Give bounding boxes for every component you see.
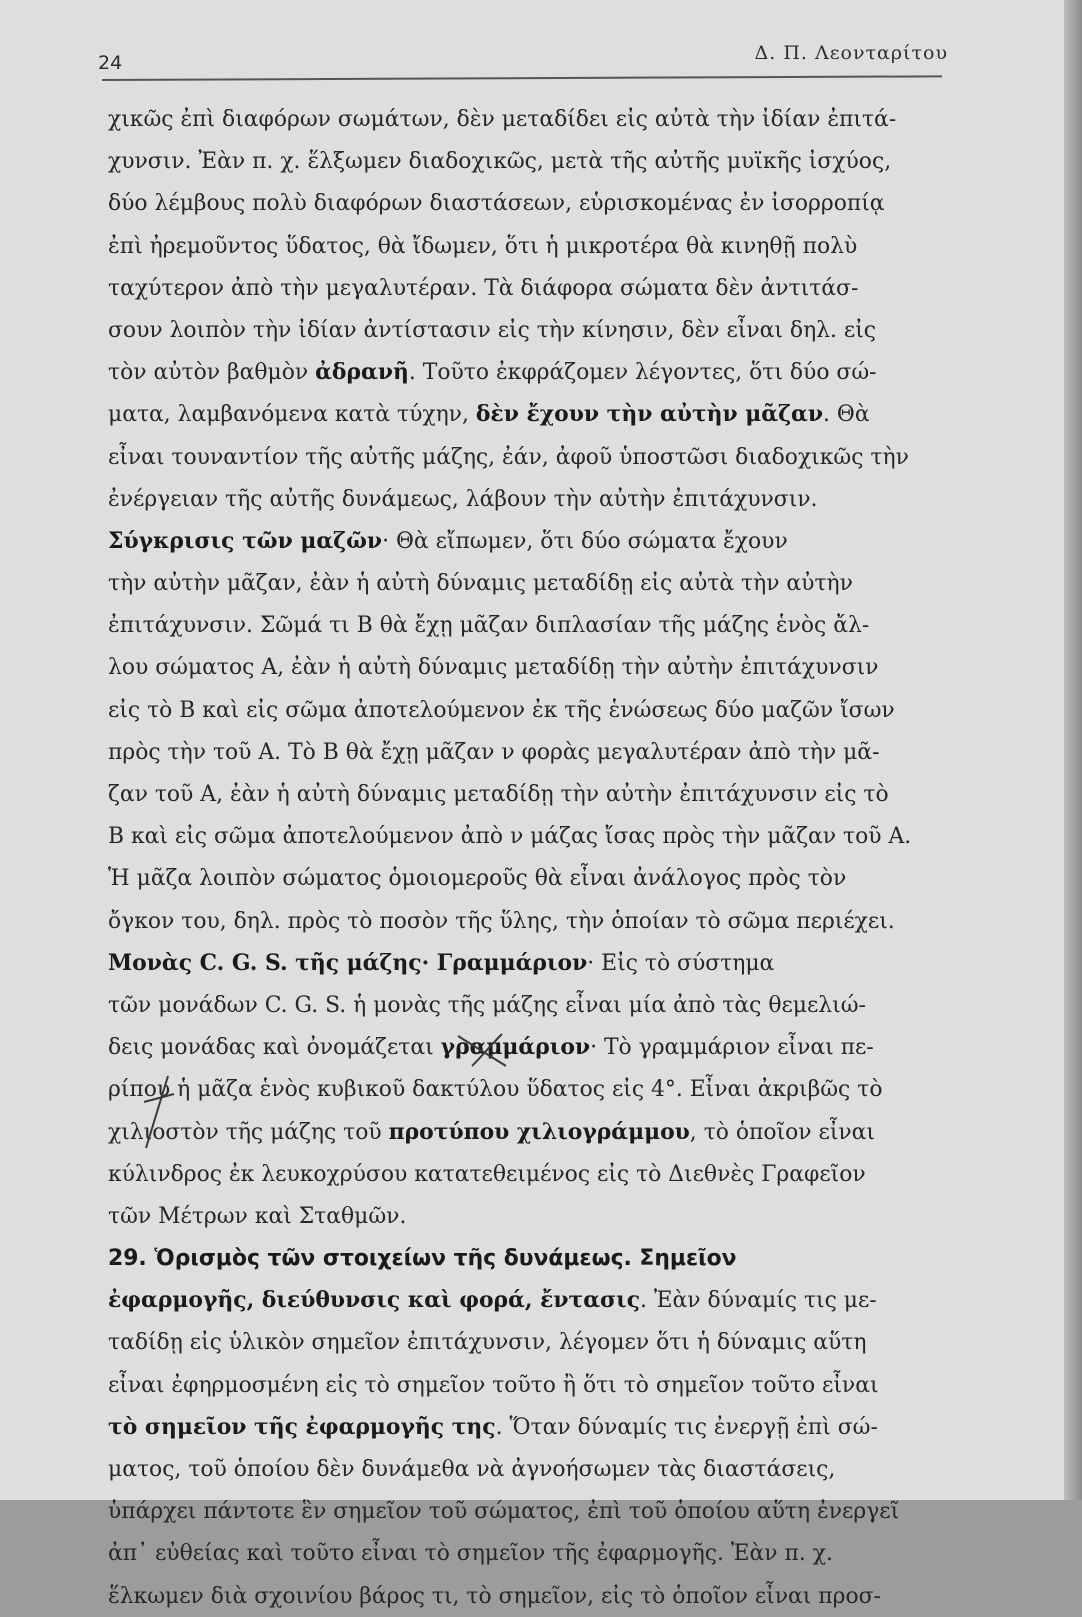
bold-term: γραμμάριον — [440, 1034, 591, 1061]
text-line — [108, 140, 943, 182]
text-line — [108, 436, 943, 478]
text-run: Ἡ μᾶζα λοιπὸν σώματος ὁμοιομεροῦς θὰ εἶναι ἀνάλογος πρὸς τὸν — [108, 865, 847, 892]
page-edge — [1064, 0, 1082, 1500]
text-line — [108, 1406, 943, 1448]
text-line — [108, 1068, 943, 1110]
text-run: ὑπάρχει πάντοτε ἓν σημεῖον τοῦ σώματος, ἐπὶ τοῦ ὁποίου αὕτη ἐνεργεῖ — [108, 1498, 900, 1525]
text-line — [108, 1026, 943, 1068]
text-line — [108, 393, 943, 435]
text-run: ταδίδῃ εἰς ὑλικὸν σημεῖον ἐπιτάχυνσιν, λέγομεν ὅτι ἡ δύναμις αὕτη — [108, 1329, 867, 1356]
text-run: ζαν τοῦ Α, ἐὰν ἡ αὐτὴ δύναμις μεταδίδῃ τὴν αὐτὴν ἐπιτάχυνσιν εἰς τὸ — [108, 781, 889, 807]
text-run: Β καὶ εἰς σῶμα ἀποτελούμενον ἀπὸ ν μάζας ἴσας πρὸς τὴν μᾶζαν τοῦ Α. — [108, 823, 912, 850]
text-run: ἐπιτάχυνσιν. Σῶμά τι Β θὰ ἔχῃ μᾶζαν διπλασίαν τῆς μάζης ἑνὸς ἄλ- — [108, 612, 870, 639]
text-run: ρίπου ἡ μᾶζα ἑνὸς κυβικοῦ δακτύλου ὕδατος εἰς 4°. Εἶναι ἀκριβῶς τὸ — [108, 1076, 883, 1103]
text-line — [108, 1532, 943, 1574]
text-run: . Ἐὰν δύναμίς τις με- — [640, 1287, 877, 1314]
text-line — [108, 1153, 943, 1195]
text-run: . Θὰ — [823, 401, 870, 428]
text-run: · Τὸ γραμμάριον εἶναι πε- — [590, 1034, 874, 1061]
text-run: εἰς τὸ Β καὶ εἰς σῶμα ἀποτελούμενον ἐκ τῆς ἑνώσεως δύο μαζῶν ἴσων — [108, 696, 895, 723]
bold-term: Μονὰς C. G. S. τῆς μάζης· Γραμμάριον — [108, 949, 588, 976]
text-run: τὴν αὐτὴν μᾶζαν, ἐὰν ἡ αὐτὴ δύναμις μεταδίδῃ εἰς αὐτὰ τὴν αὐτὴν — [108, 570, 853, 597]
pen-x-mark-icon — [448, 1030, 518, 1070]
text-line — [108, 1195, 943, 1237]
text-run: · Εἰς τὸ σύστημα — [587, 949, 775, 976]
text-line — [108, 731, 943, 773]
text-run: εἶναι τουναντίον τῆς αὐτῆς μάζης, ἐάν, ἀφοῦ ὑποστῶσι διαδοχικῶς τὴν — [108, 443, 909, 470]
text-line — [108, 900, 943, 942]
bold-term: ἐφαρμογῆς, διεύθυνσις καὶ φορά, ἔντασις — [108, 1287, 641, 1314]
text-line — [108, 1237, 943, 1279]
text-run: ἐνέργειαν τῆς αὐτῆς δυνάμεως, λάβουν τὴν αὐτὴν ἐπιτάχυνσιν. — [108, 485, 818, 512]
text-run: ἀπ᾽ εὐθείας καὶ τοῦτο εἶναι τὸ σημεῖον τῆς ἐφαρμογῆς. Ἐὰν π. χ. — [108, 1540, 833, 1567]
text-run: πρὸς τὴν τοῦ Α. Τὸ Β θὰ ἔχῃ μᾶζαν ν φορὰς μεγαλυτέραν ἀπὸ τὴν μᾶ- — [108, 738, 880, 765]
bold-term: 29. Ὁρισμὸς τῶν στοιχείων τῆς δυνάμεως. Σημεῖον — [108, 1245, 737, 1272]
running-head-author: Δ. Π. Λεονταρίτου — [754, 42, 948, 64]
text-run: ματος, τοῦ ὁποίου δὲν δυνάμεθα νὰ ἀγνοήσωμεν τὰς διαστάσεις, — [108, 1456, 836, 1482]
text-run: ματα, λαμβανόμενα κατὰ τύχην, — [108, 401, 476, 428]
text-run: ταχύτερον ἀπὸ τὴν μεγαλυτέραν. Τὰ διάφορα σώματα δὲν ἀντιτάσ- — [108, 274, 859, 301]
text-line — [108, 351, 943, 393]
text-line — [108, 1490, 943, 1532]
text-run: . Ὅταν δύναμίς τις ἐνεργῇ ἐπὶ σώ- — [495, 1413, 878, 1440]
text-line — [108, 689, 943, 731]
text-line — [108, 1364, 943, 1406]
text-run: · Θὰ εἴπωμεν, ὅτι δύο σώματα ἔχουν — [382, 527, 788, 554]
text-line — [108, 267, 943, 309]
text-run: ἕλκωμεν διὰ σχοινίου βάρος τι, τὸ σημεῖον, εἰς τὸ ὁποῖον εἶναι προσ- — [108, 1582, 881, 1609]
text-line — [108, 984, 943, 1026]
text-line — [108, 604, 943, 646]
text-line — [108, 182, 943, 224]
text-line — [108, 562, 943, 604]
text-line — [108, 520, 943, 562]
text-run: τὸν αὐτὸν βαθμὸν — [108, 359, 316, 386]
text-run: χυνσιν. Ἐὰν π. χ. ἕλξωμεν διαδοχικῶς, μετὰ τῆς αὐτῆς μυϊκῆς ἰσχύος, — [108, 148, 892, 175]
bold-term: προτύπου χιλιογράμμου — [388, 1118, 690, 1145]
text-line — [108, 478, 943, 520]
text-line — [108, 857, 943, 899]
text-run: τῶν μονάδων C. G. S. ἡ μονὰς τῆς μάζης εἶναι μία ἀπὸ τὰς θεμελιώ- — [108, 991, 866, 1018]
text-line — [108, 773, 943, 815]
text-run: κύλινδρος ἐκ λευκοχρύσου κατατεθειμένος εἰς τὸ Διεθνὲς Γραφεῖον — [108, 1160, 866, 1187]
text-line — [108, 646, 943, 688]
bold-term: ἀδρανῆ — [315, 359, 409, 386]
text-line — [108, 309, 943, 351]
text-line — [108, 1448, 943, 1490]
page-number: 24 — [98, 52, 123, 74]
text-line — [108, 1111, 943, 1153]
text-run: , τὸ ὁποῖον εἶναι — [689, 1118, 875, 1145]
text-line — [108, 815, 943, 857]
bold-term: δὲν ἔχουν τὴν αὐτὴν μᾶζαν — [475, 401, 824, 428]
text-run: χιλιοστὸν τῆς μάζης τοῦ — [108, 1118, 389, 1145]
text-run: λου σώματος Α, ἐὰν ἡ αὐτὴ δύναμις μεταδίδῃ τὴν αὐτὴν ἐπιτάχυνσιν — [108, 654, 879, 681]
text-line — [108, 225, 943, 267]
text-run: χικῶς ἐπὶ διαφόρων σωμάτων, δὲν μεταδίδει εἰς αὐτὰ τὴν ἰδίαν ἐπιτά- — [108, 106, 897, 132]
text-line — [108, 1279, 943, 1321]
pen-margin-mark-icon — [138, 1072, 178, 1152]
text-line — [108, 98, 943, 140]
text-run: σουν λοιπὸν τὴν ἰδίαν ἀντίστασιν εἰς τὴν κίνησιν, δὲν εἶναι δηλ. εἰς — [108, 316, 877, 343]
text-run: δεις μονάδας καὶ ὀνομάζεται — [108, 1034, 441, 1061]
body-text — [108, 98, 968, 1617]
text-line — [108, 942, 943, 984]
text-run: εἶναι ἐφηρμοσμένη εἰς τὸ σημεῖον τοῦτο ἢ ὅτι τὸ σημεῖον τοῦτο εἶναι — [108, 1371, 879, 1398]
text-line — [108, 1575, 943, 1617]
bold-term: τὸ σημεῖον τῆς ἐφαρμογῆς της — [108, 1413, 496, 1440]
text-run: δύο λέμβους πολὺ διαφόρων διαστάσεων, εὑρισκομένας ἐν ἰσορροπίᾳ — [108, 190, 885, 217]
text-line — [108, 1321, 943, 1363]
text-run: . Τοῦτο ἐκφράζομεν λέγοντες, ὅτι δύο σώ- — [408, 359, 877, 386]
text-run: τῶν Μέτρων καὶ Σταθμῶν. — [108, 1202, 407, 1229]
text-run: ὄγκον του, δηλ. πρὸς τὸ ποσὸν τῆς ὕλης, τὴν ὁποίαν τὸ σῶμα περιέχει. — [108, 907, 895, 934]
bold-term: Σύγκρισις τῶν μαζῶν — [108, 527, 383, 554]
text-run: ἐπὶ ἠρεμοῦντος ὕδατος, θὰ ἴδωμεν, ὅτι ἡ μικροτέρα θὰ κινηθῇ πολὺ — [108, 232, 858, 259]
